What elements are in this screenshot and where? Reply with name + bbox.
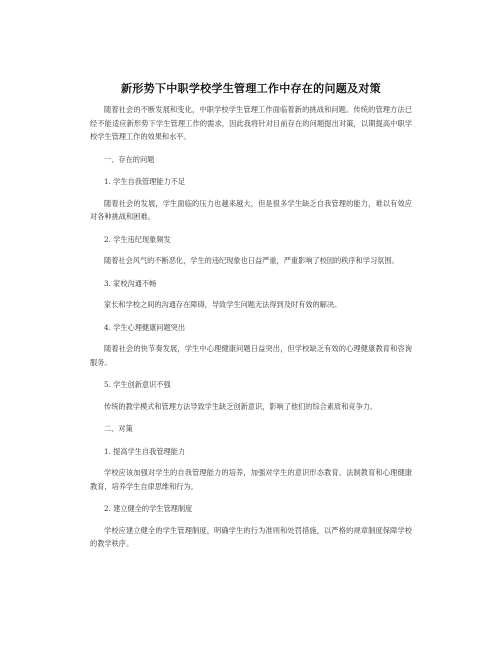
item-paragraph: 随着社会风气的不断恶化，学生的违纪现象也日益严重，严重影响了校园的秩序和学习氛围。 <box>104 256 399 265</box>
section-heading-countermeasures: 二、对策 <box>104 424 133 433</box>
document-title: 新形势下中职学校学生管理工作中存在的问题及对策 <box>121 82 381 95</box>
item-heading: 5. 学生创新意识不强 <box>104 380 171 389</box>
item-paragraph: 随着社会的快节奏发展，学生中心理健康问题日益突出，但学校缺乏有效的心理健康教育和咨询服务。 <box>90 344 412 367</box>
item-heading: 2. 学生违纪现象频发 <box>104 234 171 244</box>
item-heading: 2. 建立健全的学生管理制度 <box>104 504 193 513</box>
item-paragraph: 传统的教学模式和管理方法导致学生缺乏创新意识，影响了他们的综合素质和竞争力。 <box>104 401 378 411</box>
item-heading: 3. 家校沟通不畅 <box>104 278 157 288</box>
item-heading: 4. 学生心理健康问题突出 <box>104 322 186 332</box>
document-body <box>90 103 412 551</box>
item-heading: 1. 提高学生自我管理能力 <box>104 446 186 456</box>
section-heading-problems: 一、存在的问题 <box>104 154 155 164</box>
intro-paragraph: 随着社会的不断发展和变化，中职学校学生管理工作面临着新的挑战和问题。传统的管理方法已经不能适应新形势下学生管理工作的需求，因此我将针对目前存在的问题提出对策，以期提高中职学校学生管理工作的效果和水平。 <box>90 105 412 141</box>
item-paragraph: 学校应该加强对学生的自我管理能力的培养，加强对学生的意识形态教育、法制教育和心理健康教育，培养学生自律思维和行为。 <box>90 468 412 491</box>
item-paragraph: 学校应建立健全的学生管理制度，明确学生的行为准则和处罚措施，以严格的规章制度保障学校的教学秩序。 <box>90 525 412 548</box>
item-paragraph: 家长和学校之间的沟通存在障碍，导致学生问题无法得到及时有效的解决。 <box>104 300 342 309</box>
item-heading: 1. 学生自我管理能力不足 <box>104 177 186 186</box>
item-paragraph: 随着社会的发展，学生面临的压力也越来越大，但是很多学生缺乏自我管理的能力，难以有效应对各种挑战和困难。 <box>90 198 412 221</box>
